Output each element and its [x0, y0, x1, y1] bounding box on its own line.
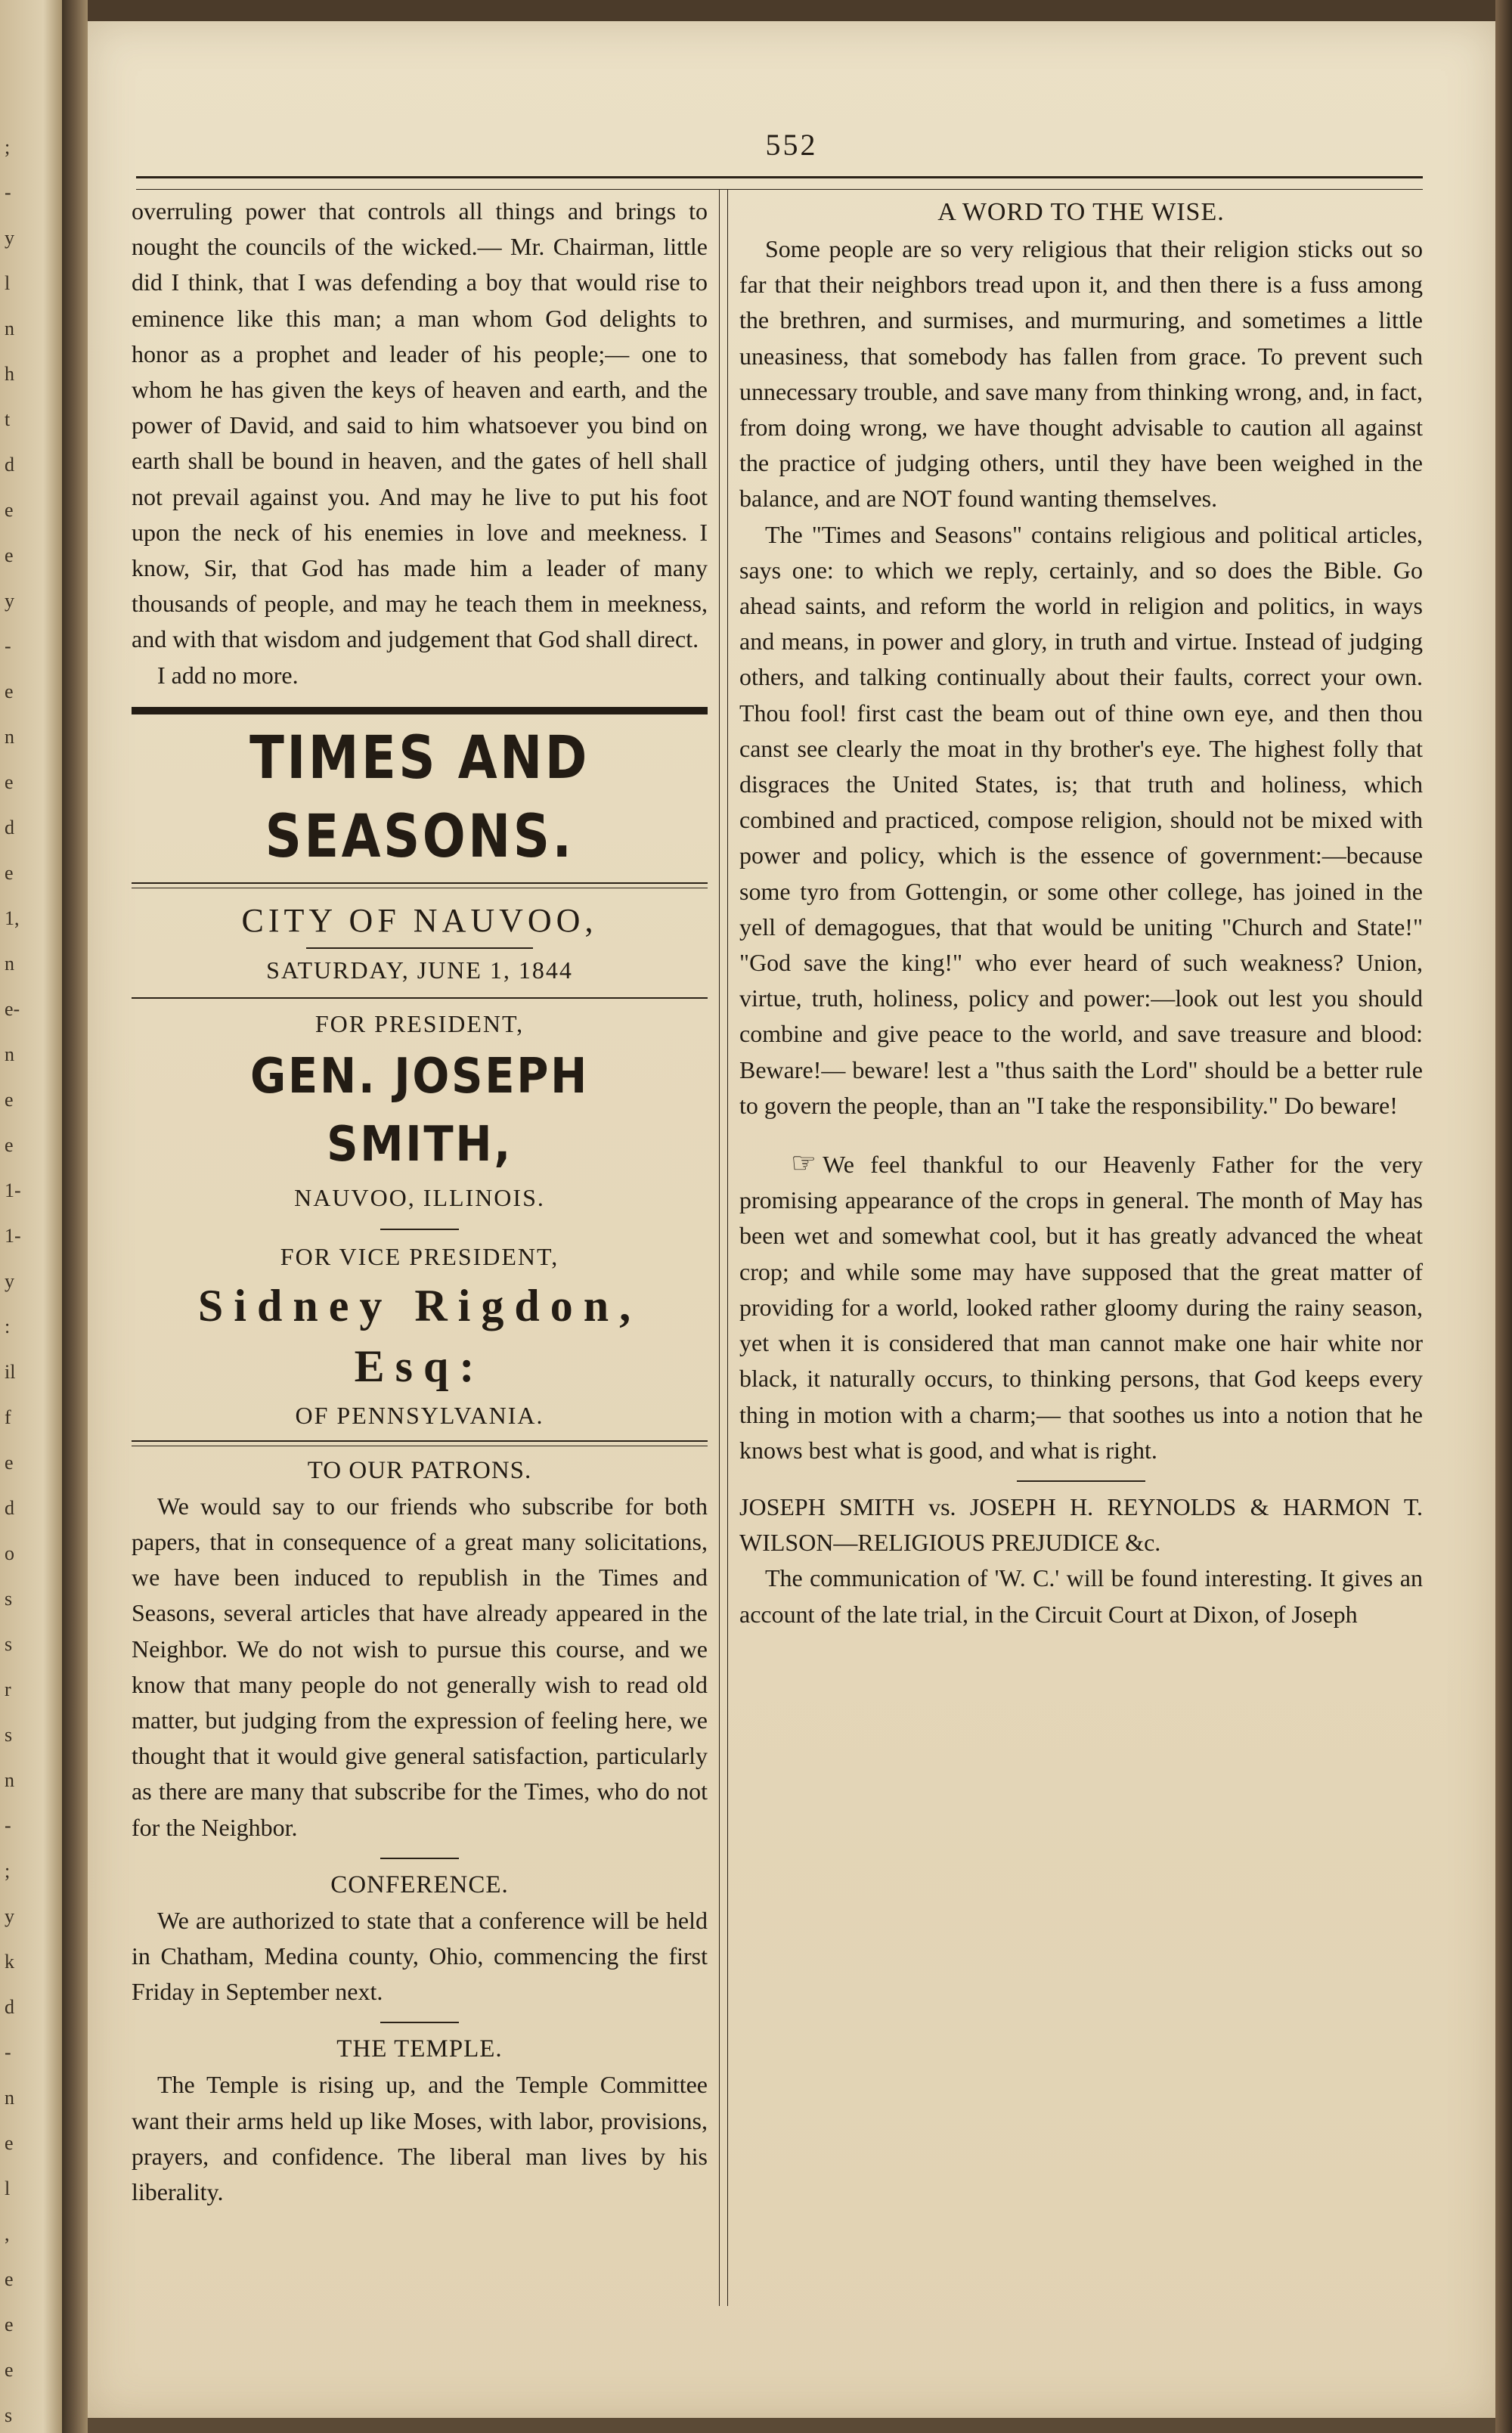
temple-rule: [380, 2022, 459, 2023]
column-divider: [719, 189, 728, 2306]
thanks-paragraph: [739, 1146, 1423, 1468]
previous-page-fragment: y: [5, 590, 14, 612]
previous-page-fragment: n: [5, 1769, 14, 1791]
previous-page-fragment: s: [5, 1724, 13, 1746]
previous-page-edge: [0, 0, 62, 2433]
header-rule: [136, 176, 1423, 190]
patrons-heading: TO OUR PATRONS.: [307, 1456, 532, 1484]
previous-page-fragment: e: [5, 1089, 14, 1111]
previous-page-fragment: -: [5, 635, 11, 657]
previous-page-fragment: y: [5, 227, 14, 249]
previous-page-fragment: s: [5, 1633, 13, 1655]
previous-page-fragment: n: [5, 1043, 14, 1065]
pointing-hand-icon: ☞: [791, 1148, 817, 1180]
previous-page-fragment: d: [5, 817, 14, 838]
temple-text: The Temple is rising up, and the Temple Committee want their arms held up like Moses, with labor, provisions, prayers, and confidence. The liberal man lives by his liberality.: [132, 2071, 708, 2206]
previous-page-fragment: 1-: [5, 1225, 21, 1247]
president-name: GEN. JOSEPH SMITH,: [249, 1048, 590, 1173]
temple-heading: THE TEMPLE.: [336, 2035, 503, 2063]
previous-page-fragment: d: [5, 1497, 14, 1519]
candidate-rule: [380, 1229, 459, 1230]
previous-page-fragment: 1,: [5, 907, 20, 929]
speech-paragraph: overruling power that controls all things and brings to nought the councils of the wicked.— Mr. Chairman, little did I think, that I was defending a boy that would rise to eminence like this man; a man whom God delights to honor as a prophet and leader of his people;— one to whom he has given the keys of heaven and earth, and the power of David, and said to him whatsoever you bind on earth shall be bound in heaven, and the gates of hell shall not prevail against you. And may he live to put his foot upon the neck of his enemies in love and meekness. I know, Sir, that God has made him a leader of many thousands of people, and may he teach them in meekness, and with that wisdom and judgement that God shall direct.: [132, 197, 708, 653]
previous-page-fragment: l: [5, 272, 11, 294]
previous-page-fragment: e: [5, 544, 14, 566]
previous-page-fragment: r: [5, 1678, 11, 1700]
masthead-rule-top: [132, 707, 708, 714]
previous-page-fragment: ;: [5, 1860, 11, 1882]
trial-heading: JOSEPH SMITH vs. JOSEPH H. REYNOLDS & HARMON T. WILSON—RELIGIOUS PREJUDICE &c.: [739, 1492, 1423, 1557]
vice-president-state: OF PENNSYLVANIA.: [295, 1401, 544, 1429]
previous-page-fragment: s: [5, 2404, 13, 2426]
previous-page-fragment: f: [5, 1406, 11, 1428]
previous-page-fragment: -: [5, 1815, 11, 1836]
vice-president-label: FOR VICE PRESIDENT,: [280, 1242, 559, 1270]
previous-page-fragment: h: [5, 363, 14, 385]
masthead-rule-bottom: [132, 882, 708, 888]
city-line: CITY OF NAUVOO,: [241, 901, 598, 939]
previous-page-fragment: o: [5, 1542, 14, 1564]
previous-page-fragment: n: [5, 318, 14, 339]
previous-page-fragment: 1-: [5, 1179, 21, 1201]
president-label: FOR PRESIDENT,: [314, 1009, 525, 1037]
closing-line: I add no more.: [157, 661, 299, 689]
conference-rule: [380, 1858, 459, 1859]
newspaper-page: [88, 21, 1495, 2418]
patrons-rule: [132, 1440, 708, 1446]
right-column: [739, 194, 1423, 1632]
date-rule: [132, 997, 708, 999]
previous-page-fragment: -: [5, 181, 11, 203]
wise-heading: A WORD TO THE WISE.: [937, 198, 1225, 226]
previous-page-fragment: e: [5, 499, 14, 521]
issue-date: SATURDAY, JUNE 1, 1844: [266, 956, 573, 984]
conference-heading: CONFERENCE.: [330, 1870, 509, 1898]
previous-page-fragment: il: [5, 1361, 16, 1383]
masthead: TIMES AND SEASONS.: [249, 724, 590, 871]
previous-page-fragment: d: [5, 454, 14, 476]
previous-page-fragment: -: [5, 2041, 11, 2063]
wise-paragraph-1: Some people are so very religious that their religion sticks out so far that their neighbors tread upon it, and then there is a fuss among the brethren, and surmises, and murmuring, and sometimes a little uneasiness, that somebody has fallen from grace. To prevent such unnecessary trouble, and save many from thinking wrong, and, in fact, from doing wrong, we have thought advisable to caution all against the practice of judging others, until they have been weighed in the balance, and are NOT found wanting themselves.: [739, 235, 1423, 513]
previous-page-fragment: e: [5, 2359, 14, 2381]
vice-president-name: Sidney Rigdon, Esq:: [197, 1280, 642, 1391]
previous-page-fragment: n: [5, 2087, 14, 2109]
previous-page-fragment: ,: [5, 2223, 10, 2245]
previous-page-fragment: l: [5, 2177, 11, 2199]
previous-page-fragment: n: [5, 726, 14, 748]
page-number: 552: [765, 128, 818, 162]
previous-page-fragment: e: [5, 2132, 14, 2154]
thanks-text: We feel thankful to our Heavenly Father for the very promising appearance of the crops in general. The month of May has been wet and somewhat cool, but it has greatly advanced the wheat crop; and while some may have supposed that the great matter of providing for a world, looked rather gloomy during the rainy season, yet when it is considered that man cannot make one hair white nor black, it naturally occurs, to thinking persons, that God keeps every thing in motion with a charm;— that soothes us into a notion that he knows best what is good, and what is right.: [739, 1151, 1423, 1464]
previous-page-fragment: e: [5, 2314, 14, 2335]
right-edge: [1495, 0, 1512, 2433]
previous-page-fragment: y: [5, 1270, 14, 1292]
book-gutter: [62, 0, 88, 2433]
previous-page-fragment: e-: [5, 998, 20, 1020]
previous-page-fragment: d: [5, 1996, 14, 2018]
conference-text: We are authorized to state that a conference will be held in Chatham, Medina county, Ohio, commencing the first Friday in September next.: [132, 1906, 708, 2006]
previous-page-fragment: ;: [5, 136, 11, 158]
previous-page-fragment: s: [5, 1588, 13, 1610]
president-state: NAUVOO, ILLINOIS.: [294, 1183, 545, 1211]
previous-page-fragment: k: [5, 1951, 14, 1973]
previous-page-fragment: n: [5, 953, 14, 975]
top-edge: [88, 0, 1512, 21]
previous-page-fragment: :: [5, 1316, 11, 1337]
patrons-text: We would say to our friends who subscribe for both papers, that in consequence of a great many solicitations, we have been induced to republish in the Times and Seasons, several articles that have already appeared in the Neighbor. We do not wish to pursue this course, and we know that many people do not generally wish to read old matter, but judging from the expression of feeling here, we thought that it would give general satisfaction, particularly as there are many that subscribe for the Times, who do not for the Neighbor.: [132, 1492, 708, 1841]
wise-paragraph-2: The "Times and Seasons" contains religious and political articles, says one: to which we reply, certainly, and so does the Bible. Go ahead saints, and reform the world in religion and politics, in ways and means, in power and glory, in truth and virtue. Instead of judging others, and talking continually about their faults, correct your own. Thou fool! first cast the beam out of thine own eye, and then thou canst see clearly the moat in thy brother's eye. The highest folly that disgraces the United States, is; that truth and holiness, which combined and practiced, compose religion, should not be mixed with power and policy, which is the essence of government:—because some tyro from Gottengin, or some other college, has joined in the yell of demagogues, that that would be uniting "Church and State!" "God save the king!" who ever heard of such weakness? Union, virtue, truth, holiness, policy and power:—look out lest you should combine and give peace to the world, and save treasure and blood: Beware!— beware! lest a "thus saith the Lord" should be a better rule to govern the people, than an "I take the responsibility." Do beware!: [739, 520, 1423, 1119]
trial-paragraph: The communication of 'W. C.' will be found interesting. It gives an account of the late trial, in the Circuit Court at Dixon, of Joseph: [739, 1564, 1423, 1628]
trial-rule: [1017, 1480, 1145, 1482]
previous-page-fragment: e: [5, 862, 14, 884]
previous-page-fragment: t: [5, 408, 11, 430]
previous-page-fragment: e: [5, 1134, 14, 1156]
section-gap: [739, 1124, 1423, 1146]
previous-page-fragment: e: [5, 680, 14, 702]
left-column: [132, 194, 708, 2210]
previous-page-fragment: e: [5, 1452, 14, 1474]
previous-page-fragment: e: [5, 2268, 14, 2290]
previous-page-fragment: e: [5, 771, 14, 793]
previous-page-fragment: y: [5, 1905, 14, 1927]
